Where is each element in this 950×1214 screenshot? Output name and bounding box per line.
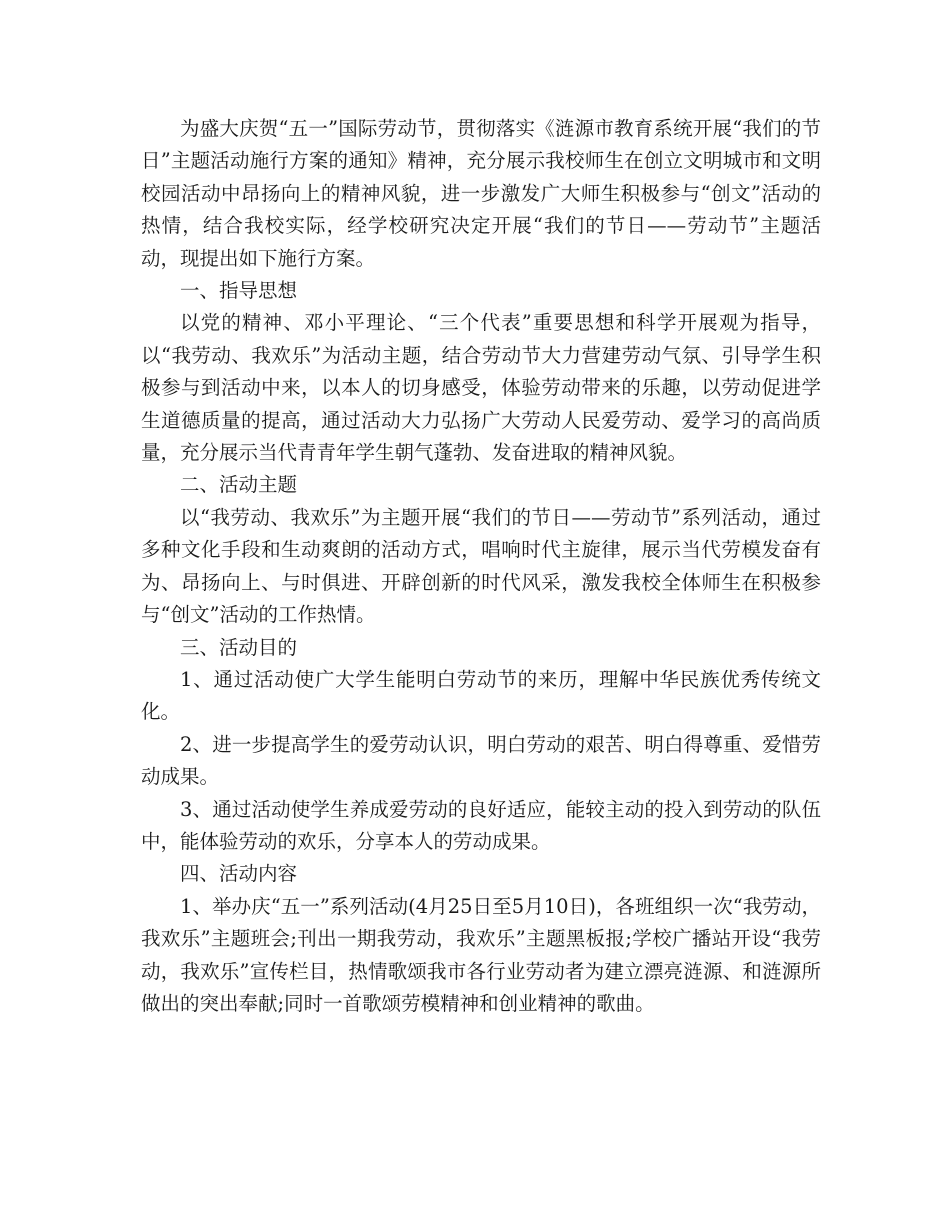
intro-paragraph: 为盛大庆贺“五一”国际劳动节，贯彻落实《涟源市教育系统开展“我们的节日”主题活动施行方案的通知》精神，充分展示我校师生在创立文明城市和文明校园活动中昂扬向上的精神风貌，进一步激发广大师生积极参与“创文”活动的热情，结合我校实际，经学校研究决定开展“我们的节日——劳动节”主题活动，现提出如下施行方案。 [141, 117, 821, 270]
document-body [141, 113, 821, 1020]
section-heading-activity-purpose: 三、活动目的 [180, 635, 298, 659]
section-heading-activity-theme: 二、活动主题 [180, 473, 298, 497]
guiding-ideology-paragraph: 以党的精神、邓小平理论、“三个代表”重要思想和科学开展观为指导，以“我劳动、我欢乐”为活动主题，结合劳动节大力营建劳动气氛、引导学生积极参与到活动中来，以本人的切身感受，体验劳动带来的乐趣，以劳动促进学生道德质量的提高，通过活动大力弘扬广大劳动人民爱劳动、爱学习的高尚质量，充分展示当代青青年学生朝气蓬勃、发奋进取的精神风貌。 [141, 311, 821, 465]
section-heading-guiding-ideology: 一、指导思想 [180, 279, 298, 303]
section-heading-activity-content: 四、活动内容 [180, 862, 298, 886]
purpose-item-1: 1、通过活动使广大学生能明白劳动节的来历，理解中华民族优秀传统文化。 [141, 667, 821, 724]
purpose-item-3: 3、通过活动使学生养成爱劳动的良好适应，能较主动的投入到劳动的队伍中，能体验劳动的欢乐，分享本人的劳动成果。 [141, 797, 821, 853]
purpose-item-2: 2、进一步提高学生的爱劳动认识，明白劳动的艰苦、明白得尊重、爱惜劳动成果。 [141, 732, 821, 789]
activity-theme-paragraph: 以“我劳动、我欢乐”为主题开展“我们的节日——劳动节”系列活动，通过多种文化手段和生动爽朗的活动方式，唱响时代主旋律，展示当代劳模发奋有为、昂扬向上、与时俱进、开辟创新的时代风采，激发我校全体师生在积极参与“创文”活动的工作热情。 [141, 505, 821, 627]
content-item-1: 1、举办庆“五一”系列活动(4月25日至5月10日)，各班组织一次“我劳动，我欢乐”主题班会;刊出一期我劳动，我欢乐”主题黑板报;学校广播站开设“我劳动，我欢乐”宣传栏目，热情歌颂我市各行业劳动者为建立漂亮涟源、和涟源所做出的突出奉献;同时一首歌颂劳模精神和创业精神的歌曲。 [141, 894, 821, 1015]
